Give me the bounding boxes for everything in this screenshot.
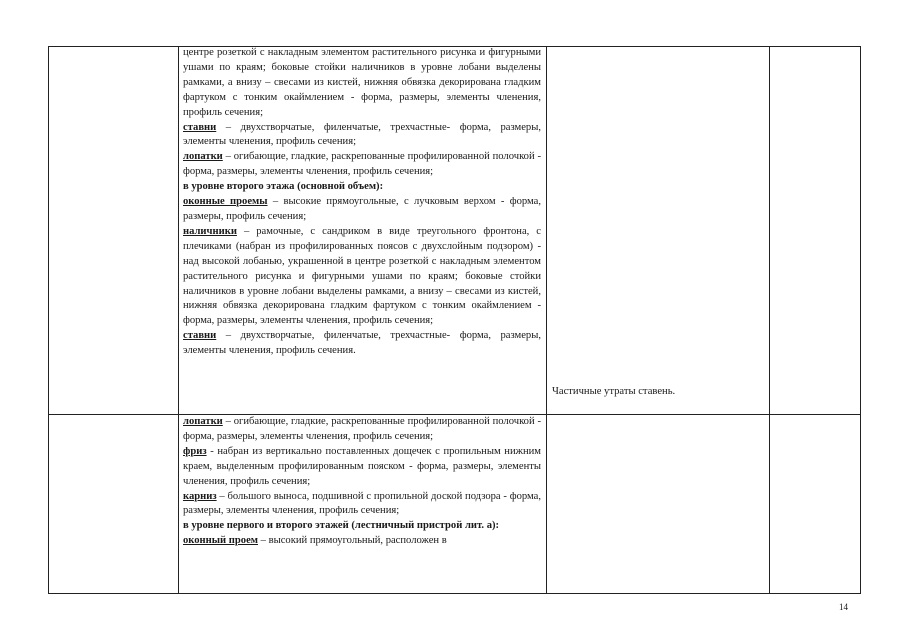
row2-description-cell (183, 415, 541, 549)
section-heading: в уровне первого и второго этажей (лестничный пристрой лит. а): (183, 520, 500, 532)
section-heading: в уровне второго этажа (основной объем): (183, 181, 384, 193)
paragraph: наличники – рамочные, с сандриком в виде треугольного фронтона, с плечиками (набран из профилированных поясов с двухслойным подзором) - над высокой лобанью, украшенной в центре розеткой с накладным элементом растительного рисунка и фигурными ушами по краям; боковые стойки наличников в уровне лобани выделены рамками, а внизу – свесами из кистей, нижняя обвязка декорирована гладким фартуком с тонким окаймлением - форма, размеры, элементы членения, профиль сечения; (183, 225, 541, 327)
page-number: 14 (839, 602, 848, 612)
term: карниз (183, 490, 217, 502)
row1-description-cell (183, 46, 541, 359)
paragraph: лопатки – огибающие, гладкие, раскрепованные профилированной полочкой - форма, размеры, элементы членения, профиль сечения; (183, 151, 541, 178)
paragraph: лопатки – огибающие, гладкие, раскрепованные профилированной полочкой - форма, размеры, элементы членения, профиль сечения; (183, 416, 541, 442)
table-bottom-border (48, 593, 861, 594)
column-border-2 (178, 46, 179, 594)
paragraph: оконные проемы – высокие прямоугольные, с лучковым верхом - форма, размеры, профиль сечения; (183, 196, 541, 222)
paragraph: центре розеткой с накладным элементом растительного рисунка и фигурными ушами по краям; боковые стойки наличников в уровне лобани выделены рамками, а внизу – свесами из кистей, нижняя обвязка декорирована гладким фартуком с тонким окаймлением - форма, размеры, элементы членения, профиль сечения; (183, 47, 541, 118)
paragraph: карниз – большого выноса, подшивной с пропильной доской подзора - форма, размеры, элементы членения, профиль сечения; (183, 490, 541, 517)
column-border-1 (48, 46, 49, 594)
term: ставни (183, 121, 217, 133)
term: оконный проем (183, 535, 258, 547)
paragraph: фриз - набран из вертикально поставленных дощечек с пропильным нижним краем, выделенным профилированным пояском - форма, размеры, элементы членения, профиль сечения; (183, 445, 541, 487)
column-border-4 (769, 46, 770, 594)
column-border-5 (860, 46, 861, 594)
paragraph: ставни – двухстворчатые, филенчатые, трехчастные- форма, размеры, элементы членения, профиль сечения. (183, 330, 541, 357)
paragraph: ставни – двухстворчатые, филенчатые, трехчастные- форма, размеры, элементы членения, профиль сечения; (183, 121, 541, 148)
column-border-3 (546, 46, 547, 594)
paragraph: оконный проем – высокий прямоугольный, расположен в (183, 535, 447, 547)
term: ставни (183, 330, 217, 342)
term: фриз (183, 445, 207, 457)
condition-note: Частичные утраты ставень. (552, 386, 676, 397)
term: лопатки (183, 416, 223, 427)
term: наличники (183, 225, 237, 237)
term: оконные проемы (183, 196, 268, 208)
term: лопатки (183, 151, 223, 163)
